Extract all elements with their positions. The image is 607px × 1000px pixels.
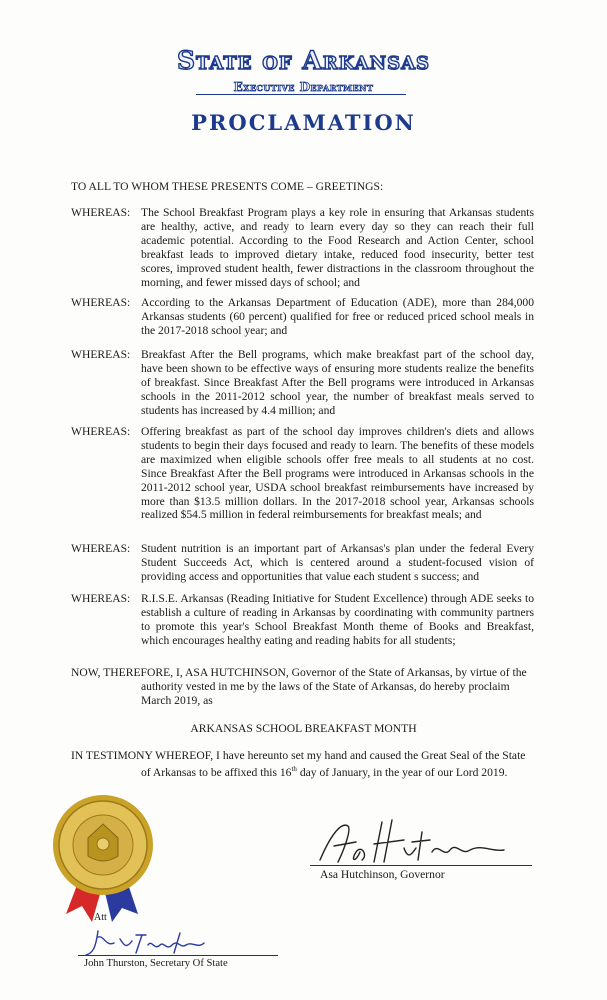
secretary-signature-icon bbox=[80, 925, 230, 959]
testimony-text-end: day of January, in the year of our Lord 2019. bbox=[296, 765, 508, 779]
department-underline bbox=[196, 94, 406, 95]
whereas-clause: Breakfast After the Bell programs, which make breakfast part of the school day, have been shown to be effective ways of ensuring more students realize the benefits of breakfast. Since Breakfast After the Bell programs were introduced in Arkansas schools in the 2011-2012 school year, the number of breakfast meals served to students has increased by 4.4 million; and bbox=[141, 348, 534, 417]
governor-name: Asa Hutchinson, Governor bbox=[320, 868, 445, 881]
greeting: TO ALL TO WHOM THESE PRESENTS COME – GREETINGS: bbox=[71, 180, 384, 193]
whereas-label: WHEREAS: bbox=[71, 348, 131, 361]
whereas-label: WHEREAS: bbox=[71, 592, 131, 605]
great-seal-icon bbox=[52, 794, 154, 896]
governor-signature-icon bbox=[312, 812, 517, 872]
whereas-clause: The School Breakfast Program plays a key role in ensuring that Arkansas students are healthy, active, and ready to learn every day so they can reach their full academic potential. According to the Food Research and Action Center, school breakfast leads to improved dietary intake, reduced food insecurity, better test scores, improved student health, fewer distractions in the classroom throughout the morning, and fewer missed days of school; and bbox=[141, 206, 534, 289]
whereas-clause: Student nutrition is an important part of Arkansas's plan under the federal Every Student Succeeds Act, which is centered around a student-focused vision of providing access and opportunities that value each student s success; and bbox=[141, 542, 534, 583]
testimony-clause bbox=[71, 749, 537, 780]
governor-signature-line bbox=[310, 865, 532, 866]
secretary-name: John Thurston, Secretary Of State bbox=[84, 958, 228, 969]
whereas-label: WHEREAS: bbox=[71, 425, 131, 438]
whereas-clause: Offering breakfast as part of the school day improves children's diets and allows students to begin their days focused and ready to learn. The benefits of these models are maximized when eligible schools offer free meals to all students at no cost. Since Breakfast After the Bell programs were introduced in Arkansas schools in the 2011-2012 school year, USDA school breakfast reimbursements have increased by more than $13.5 million dollars. In the 2017-2018 school year, Arkansas schools realized $54.5 million in federal reimbursements for breakfast meals; and bbox=[141, 425, 534, 522]
department-heading: Executive Department bbox=[233, 80, 374, 94]
attest-label: Att bbox=[94, 912, 107, 923]
whereas-label: WHEREAS: bbox=[71, 542, 131, 555]
whereas-label: WHEREAS: bbox=[71, 296, 131, 309]
secretary-signature-line bbox=[78, 955, 278, 956]
proclaimed-observance: ARKANSAS SCHOOL BREAKFAST MONTH bbox=[190, 722, 417, 735]
now-therefore-clause: NOW, THEREFORE, I, ASA HUTCHINSON, Governor of the State of Arkansas, by virtue of the authority vested in me by the laws of the State of Arkansas, do hereby proclaim March 2019, as bbox=[71, 666, 527, 707]
testimony-text: IN TESTIMONY WHEREOF, I have hereunto set my hand and caused the Great Seal of the State of Arkansas to be affixed this 16 bbox=[71, 749, 526, 779]
proclamation-title: PROCLAMATION bbox=[191, 110, 416, 135]
whereas-clause: R.I.S.E. Arkansas (Reading Initiative for Student Excellence) through ADE seeks to establish a culture of reading in Arkansas by coordinating with community partners to promote this year's School Breakfast Month theme of Books and Breakfast, which encourages healthy eating and reading habits for all students; bbox=[141, 592, 534, 647]
whereas-clause: According to the Arkansas Department of Education (ADE), more than 284,000 Arkansas students (60 percent) qualified for free or reduced priced school meals in the 2017-2018 school year; and bbox=[141, 296, 534, 337]
state-heading: State of Arkansas bbox=[176, 46, 431, 75]
whereas-label: WHEREAS: bbox=[71, 206, 131, 219]
ordinal-suffix: th bbox=[291, 764, 297, 773]
